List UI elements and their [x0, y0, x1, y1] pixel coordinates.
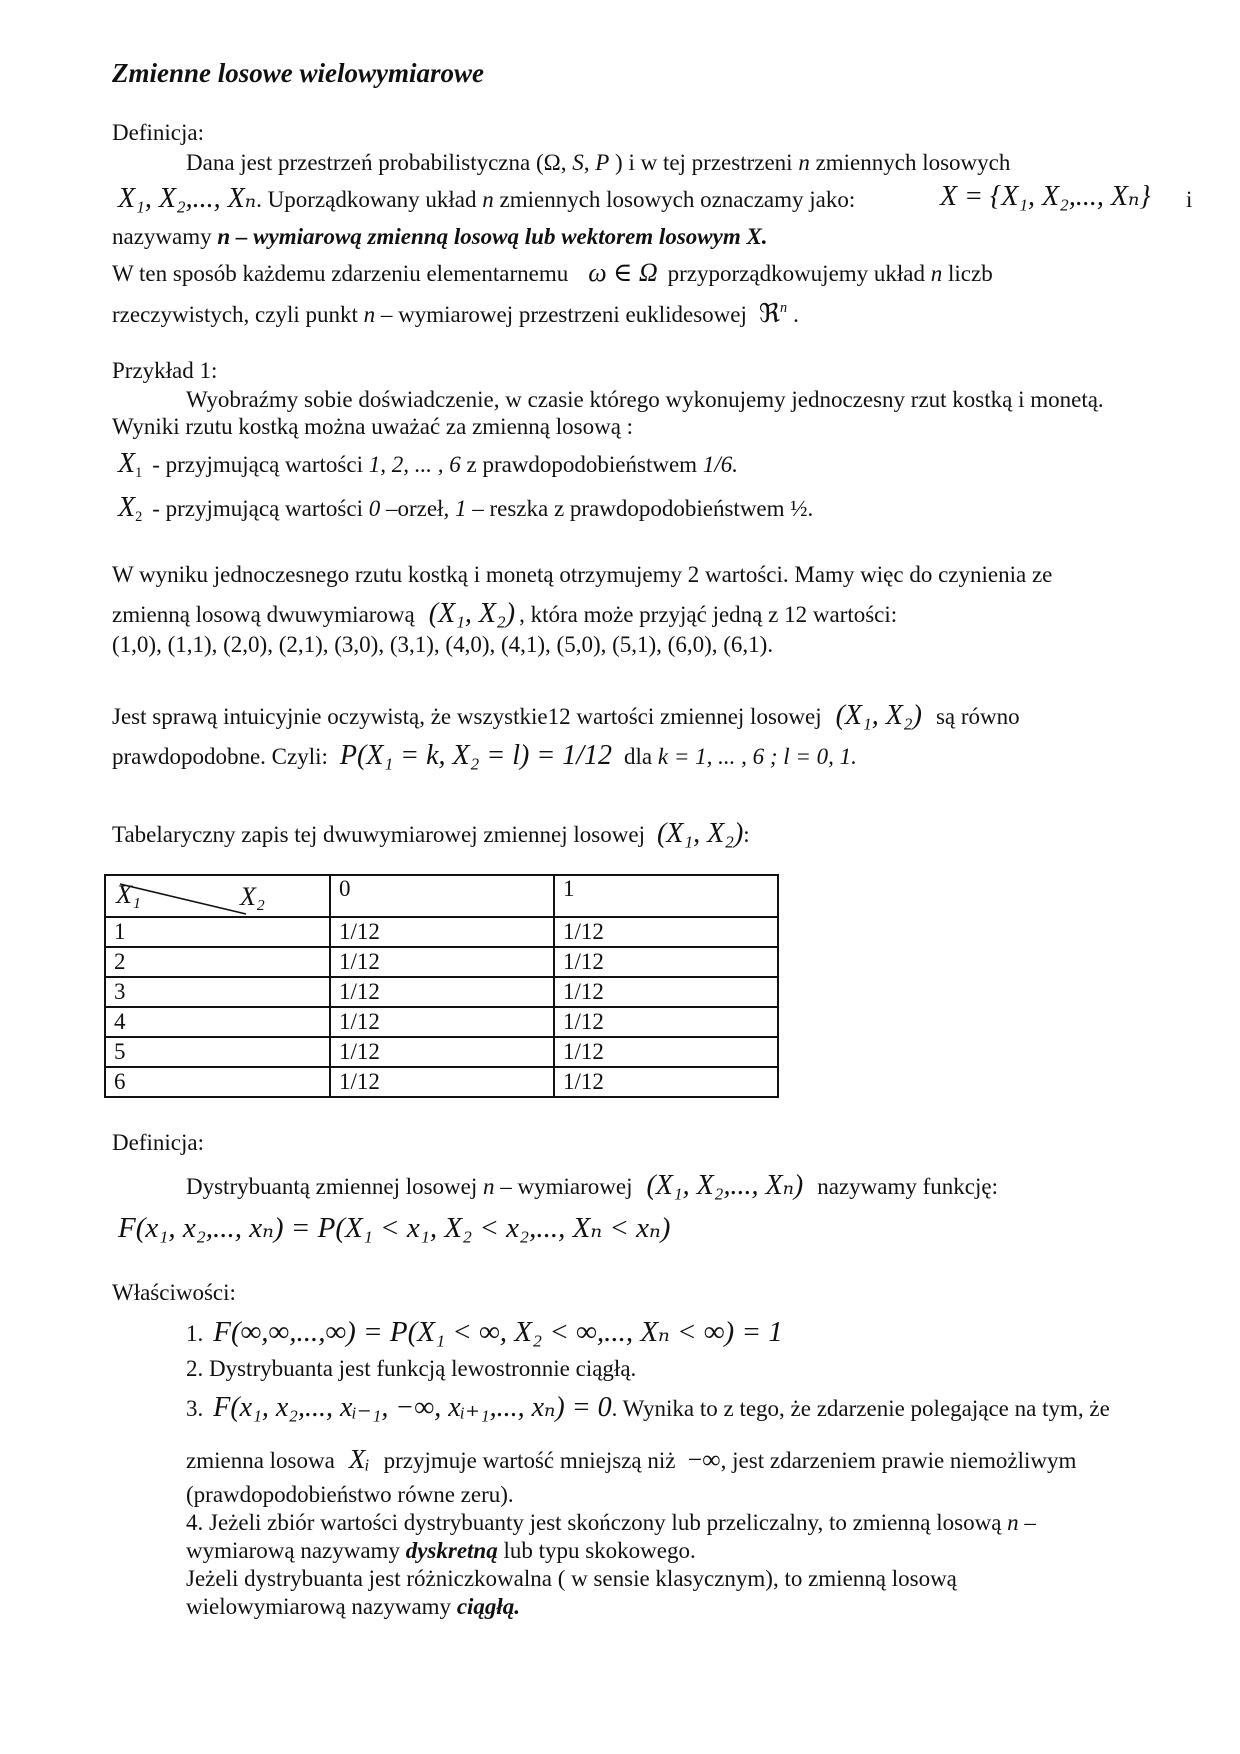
definition-1-line-5: rzeczywistych, czyli punkt n – wymiarowej przestrzeni euklidesowej ℜ$^n$ . [112, 299, 799, 329]
x1-description: $X_1$ - przyjmującą wartości 1, 2, ... , 6 z prawdopodobieństwem 1/6. [118, 448, 738, 481]
table-intro: Tabelaryczny zapis tej dwuwymiarowej zmiennej losowej (X₁, X₂): [112, 818, 750, 849]
table-row [105, 917, 778, 947]
table-cell: 1/12 [330, 1007, 554, 1037]
property-3-note: (prawdopodobieństwo równe zeru). [186, 1482, 514, 1507]
definition-1-line-3: nazywamy n – wymiarową zmienną losową lub wektorem losowym X. [112, 224, 768, 249]
joint-distribution-table [104, 874, 779, 1098]
table-cell: 1/12 [330, 1067, 554, 1097]
property-4: 4. Jeżeli zbiór wartości dystrybuanty jest skończony lub przeliczalny, to zmienną losową n – [186, 1510, 1036, 1535]
example-1-text-1: Wyobraźmy sobie doświadczenie, w czasie którego wykonujemy jednoczesny rzut kostką i monetą. [186, 387, 1104, 412]
result-text-2: zmienną losową dwuwymiarową (X₁, X₂) , która może przyjąć jedną z 12 wartości: [112, 598, 898, 629]
equiprobable-text-2: prawdopodobne. Czyli: P(X₁ = k, X₂ = l) = 1/12 dla k = 1, ... , 6 ; l = 0, 1. [112, 740, 857, 771]
table-cell: 1/12 [554, 977, 778, 1007]
property-2: 2. Dystrybuanta jest funkcją lewostronnie ciągłą. [186, 1356, 637, 1381]
corner-row-label: X₁ [116, 880, 141, 909]
property-3: 3. F(x₁, x₂,..., xᵢ₋₁, −∞, xᵢ₊₁,..., xₙ) = 0. Wynika to z tego, że zdarzenie polegające na tym, że [186, 1392, 1110, 1423]
row-label: 5 [105, 1037, 330, 1067]
table-row [105, 1037, 778, 1067]
table-cell: 1/12 [330, 947, 554, 977]
table-cell: 1/12 [554, 1007, 778, 1037]
definition-1-line-1: Dana jest przestrzeń probabilistyczna (Ω, S, P ) i w tej przestrzeni n zmiennych losowych [186, 150, 1011, 175]
table-cell: 1/12 [554, 947, 778, 977]
table-corner-cell [105, 875, 330, 917]
row-label: 4 [105, 1007, 330, 1037]
property-5: Jeżeli dystrybuanta jest różniczkowalna ( w sensie klasycznym), to zmienną losową [186, 1566, 957, 1591]
table-col-header: 0 [330, 875, 554, 917]
definition-1-i: i [1186, 187, 1193, 212]
table-col-header: 1 [554, 875, 778, 917]
property-1: 1. F(∞,∞,...,∞) = P(X₁ < ∞, X₂ < ∞,..., Xₙ < ∞) = 1 [186, 1316, 783, 1348]
table-cell: 1/12 [554, 1067, 778, 1097]
table-row [105, 1067, 778, 1097]
row-label: 6 [105, 1067, 330, 1097]
cdf-formula: F(x₁, x₂,..., xₙ) = P(X₁ < x₁, X₂ < x₂,..., Xₙ < xₙ) [118, 1212, 671, 1244]
table-header-row [105, 875, 778, 917]
table-cell: 1/12 [554, 917, 778, 947]
row-label: 2 [105, 947, 330, 977]
definition-2-label: Definicja: [112, 1130, 204, 1155]
table-cell: 1/12 [330, 1037, 554, 1067]
property-5-continued: wielowymiarową nazywamy ciągłą. [186, 1594, 521, 1619]
table-cell: 1/12 [330, 917, 554, 947]
property-3-continued: zmienna losowa Xᵢ przyjmuje wartość mniejszą niż −∞, jest zdarzeniem prawie niemożliwym [186, 1444, 1077, 1474]
random-vector-set: X = {X₁, X₂,..., Xₙ} [940, 181, 1151, 212]
corner-col-label: X₂ [240, 882, 265, 911]
example-1-label: Przykład 1: [112, 358, 218, 383]
page-title: Zmienne losowe wielowymiarowe [112, 58, 484, 88]
table-cell: 1/12 [554, 1037, 778, 1067]
table-cell: 1/12 [330, 977, 554, 1007]
properties-label: Właściwości: [112, 1280, 236, 1305]
result-text-1: W wyniku jednoczesnego rzutu kostką i monetą otrzymujemy 2 wartości. Mamy więc do czynienia ze [112, 562, 1053, 587]
row-label: 1 [105, 917, 330, 947]
table-row [105, 1007, 778, 1037]
table-row [105, 947, 778, 977]
definition-1-label: Definicja: [112, 120, 204, 145]
outcome-list: (1,0), (1,1), (2,0), (2,1), (3,0), (3,1), (4,0), (4,1), (5,0), (5,1), (6,0), (6,1). [112, 632, 774, 657]
definition-2-line-1: Dystrybuantą zmiennej losowej n – wymiarowej (X₁, X₂,..., Xₙ) nazywamy funkcję: [186, 1170, 998, 1201]
equiprobable-text-1: Jest sprawą intuicyjnie oczywistą, że wszystkie12 wartości zmiennej losowej (X₁, X₂) są równo [112, 700, 1020, 731]
property-4-continued: wymiarową nazywamy dyskretną lub typu skokowego. [186, 1538, 696, 1563]
row-label: 3 [105, 977, 330, 1007]
definition-1-line-4: W ten sposób każdemu zdarzeniu elementarnemu ω ∈ Ω przyporządkowujemy układ n liczb [112, 258, 993, 287]
x2-description: $X_2$ - przyjmującą wartości 0 –orzeł, 1 – reszka z prawdopodobieństwem ½. [118, 492, 814, 525]
table-row [105, 977, 778, 1007]
example-1-text-2: Wyniki rzutu kostką można uważać za zmienną losową : [112, 414, 634, 439]
definition-1-line-2: X₁, X₂,..., Xₙ. Uporządkowany układ n zmiennych losowych oznaczamy jako: [118, 183, 856, 214]
